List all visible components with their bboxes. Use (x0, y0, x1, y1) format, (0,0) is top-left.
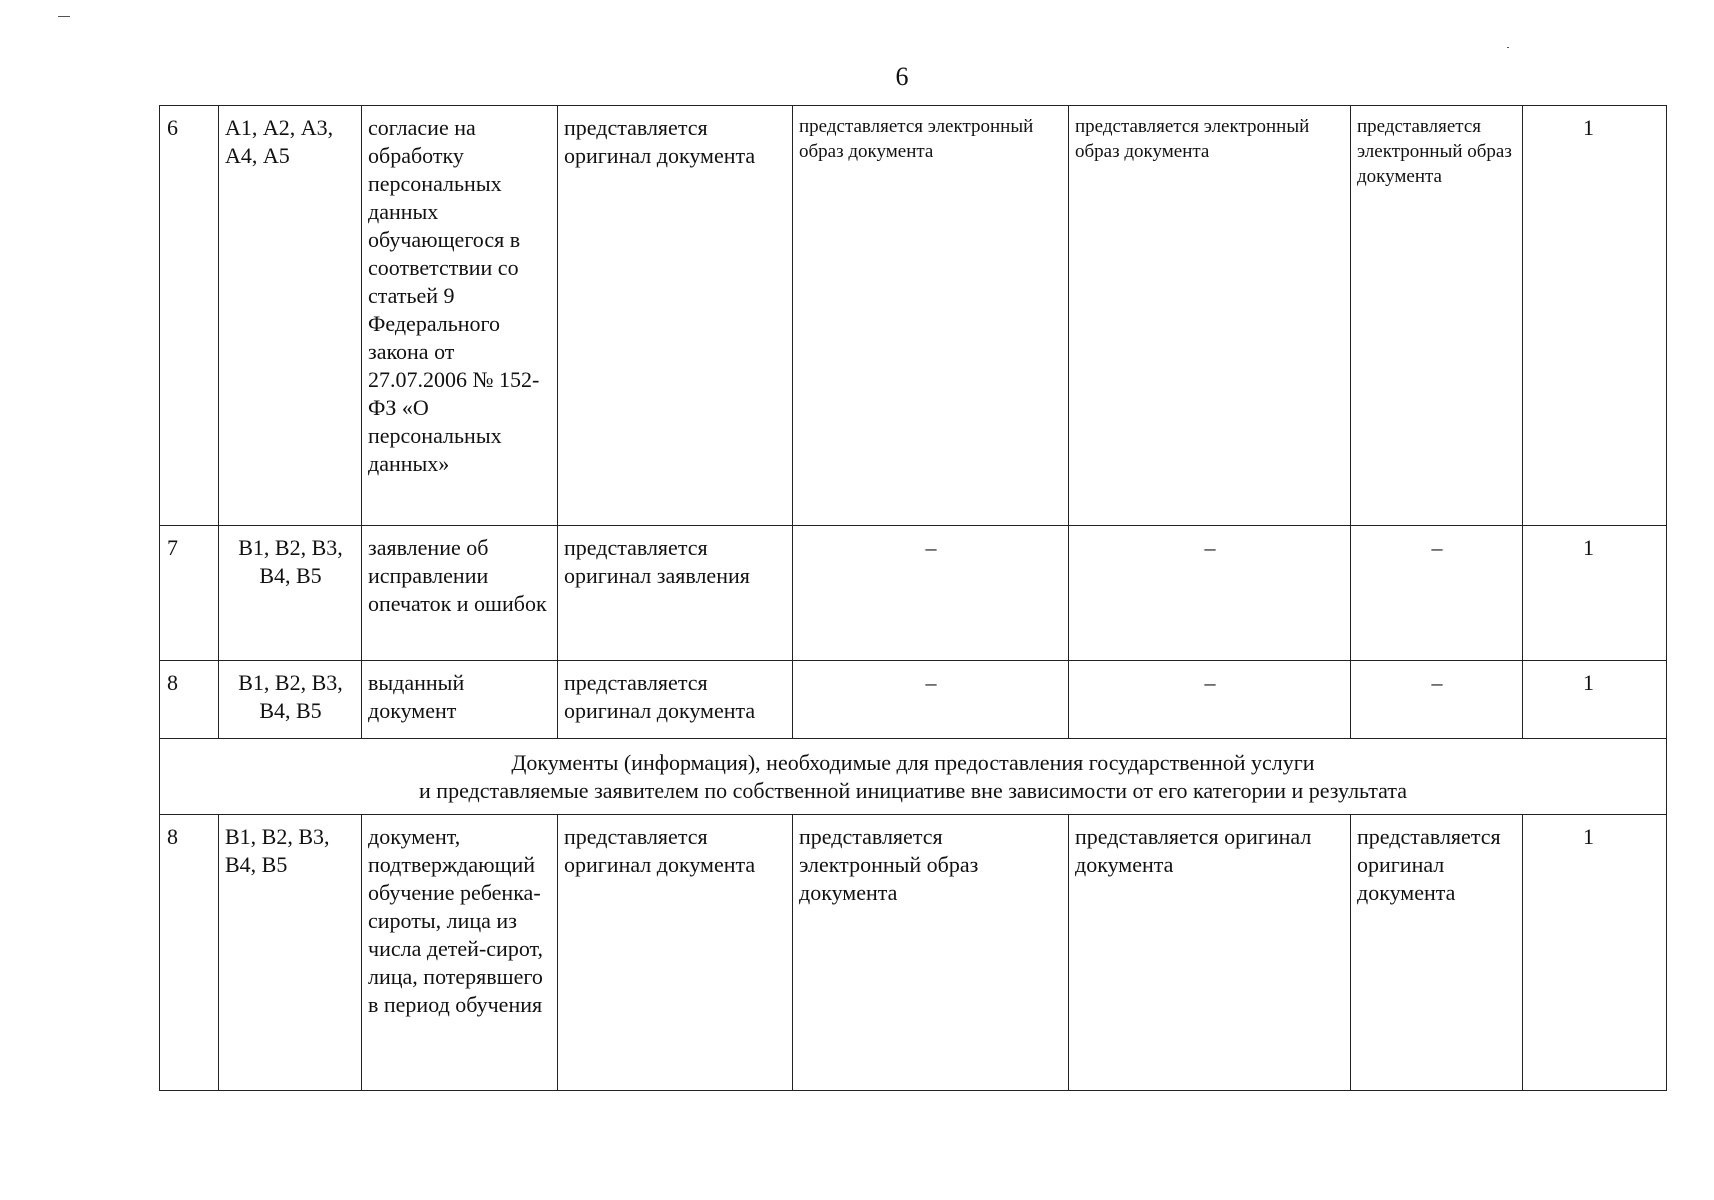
document-name: выданный документ (362, 661, 558, 739)
epgu-submission: – (793, 661, 1069, 739)
epgu-submission: представляется электронный образ документа (793, 815, 1069, 1091)
scan-mark-top-left (58, 16, 70, 17)
email-submission: представляется электронный образ документа (1351, 106, 1523, 526)
section-heading-row (160, 739, 1667, 815)
copies-count: 1 (1523, 815, 1667, 1091)
document-name: документ, подтверждающий обучение ребенка-сироты, лица из числа детей-сирот, лица, потерявшего в период обучения (362, 815, 558, 1091)
row-number: 8 (160, 815, 219, 1091)
table-row (160, 815, 1667, 1091)
applicant-categories: В1, В2, В3, В4, В5 (219, 661, 362, 739)
rpgu-submission: представляется электронный образ документа (1069, 106, 1351, 526)
epgu-submission: – (793, 526, 1069, 661)
applicant-categories: В1, В2, В3, В4, В5 (219, 526, 362, 661)
copies-count: 1 (1523, 526, 1667, 661)
page-number: 6 (895, 62, 909, 91)
email-submission: представляется оригинал документа (1351, 815, 1523, 1091)
email-submission: – (1351, 661, 1523, 739)
documents-table (159, 105, 1667, 1091)
table-row (160, 106, 1667, 526)
section-heading (160, 739, 1667, 815)
rpgu-submission: представляется оригинал документа (1069, 815, 1351, 1091)
document-name: заявление об исправлении опечаток и ошибок (362, 526, 558, 661)
in-person-submission: представляется оригинал документа (558, 815, 793, 1091)
row-number: 7 (160, 526, 219, 661)
row-number: 8 (160, 661, 219, 739)
section-heading-line-2: и представляемые заявителем по собственной инициативе вне зависимости от его категории и результата (419, 778, 1407, 803)
table-row (160, 661, 1667, 739)
applicant-categories: В1, В2, В3, В4, В5 (219, 815, 362, 1091)
section-heading-line-1: Документы (информация), необходимые для предоставления государственной услуги (511, 750, 1315, 775)
applicant-categories: А1, А2, А3, А4, А5 (219, 106, 362, 526)
copies-count: 1 (1523, 661, 1667, 739)
epgu-submission: представляется электронный образ документа (793, 106, 1069, 526)
table-row (160, 526, 1667, 661)
row-number: 6 (160, 106, 219, 526)
rpgu-submission: – (1069, 661, 1351, 739)
copies-count: 1 (1523, 106, 1667, 526)
in-person-submission: представляется оригинал документа (558, 106, 793, 526)
scan-mark-top-right (1507, 47, 1509, 48)
in-person-submission: представляется оригинал заявления (558, 526, 793, 661)
email-submission: – (1351, 526, 1523, 661)
rpgu-submission: – (1069, 526, 1351, 661)
in-person-submission: представляется оригинал документа (558, 661, 793, 739)
document-name: согласие на обработку персональных данных обучающегося в соответствии со статьей 9 Федерального закона от 27.07.2006 № 152-ФЗ «О персональных данных» (362, 106, 558, 526)
